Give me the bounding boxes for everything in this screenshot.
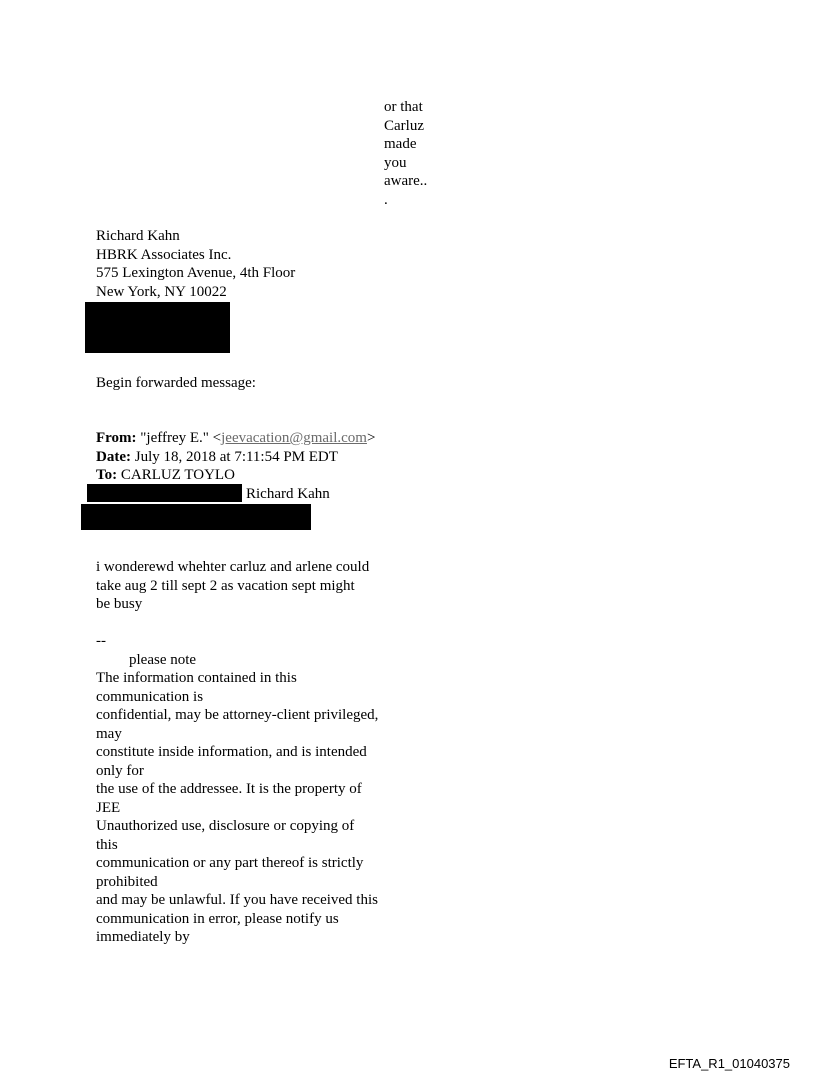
- redaction-box: [81, 504, 311, 530]
- redaction-box: [85, 302, 230, 353]
- body-line: be busy: [96, 596, 143, 612]
- message-headers: [96, 429, 375, 485]
- quoted-line: made: [384, 136, 417, 152]
- to-value: CARLUZ TOYLO: [120, 467, 235, 483]
- disclaimer-line: JEE: [96, 799, 121, 816]
- quoted-line: you: [384, 154, 407, 171]
- body-line: i wonderewd whehter carluz and arlene could: [96, 559, 370, 575]
- disclaimer-line: the use of the addressee. It is the property of: [96, 781, 362, 797]
- signature-name: Richard Kahn: [96, 228, 180, 244]
- message-body: [96, 558, 369, 614]
- disclaimer-note: please note: [129, 651, 197, 668]
- disclaimer-line: may: [96, 725, 122, 742]
- signature-company: HBRK Associates Inc.: [96, 246, 232, 263]
- forward-header: Begin forwarded message:: [96, 375, 256, 391]
- disclaimer-line: The information contained in this: [96, 670, 297, 686]
- disclaimer-line: constitute inside information, and is intended: [96, 744, 367, 760]
- cc-visible-name: Richard Kahn: [246, 486, 330, 502]
- date-line: [96, 448, 375, 467]
- quoted-line: or that: [384, 99, 423, 115]
- disclaimer-line: Unauthorized use, disclosure or copying of: [96, 818, 355, 834]
- date-value: July 18, 2018 at 7:11:54 PM EDT: [134, 448, 338, 465]
- disclaimer-line: communication is: [96, 688, 204, 705]
- from-label: From:: [96, 430, 137, 446]
- signature-address-line2: New York, NY 10022: [96, 283, 227, 300]
- from-name: "jeffrey E.": [140, 430, 209, 446]
- disclaimer-line: this: [96, 836, 118, 853]
- disclaimer-line: communication in error, please notify us: [96, 910, 339, 927]
- disclaimer-line: immediately by: [96, 929, 190, 945]
- to-line: [96, 466, 375, 485]
- disclaimer: [96, 632, 378, 947]
- quoted-line: Carluz: [384, 117, 424, 134]
- signature-address-line1: 575 Lexington Avenue, 4th Floor: [96, 265, 296, 281]
- disclaimer-line: and may be unlawful. If you have received this: [96, 892, 378, 908]
- quoted-line: .: [384, 191, 388, 208]
- quoted-line: aware..: [384, 173, 428, 189]
- date-label: Date:: [96, 448, 131, 465]
- quoted-fragment: [384, 98, 427, 209]
- signature-block: [96, 227, 295, 301]
- from-email-link[interactable]: jeevacation@gmail.com: [221, 430, 367, 446]
- disclaimer-line: confidential, may be attorney-client privileged,: [96, 707, 379, 723]
- body-line: take aug 2 till sept 2 as vacation sept might: [96, 577, 355, 594]
- disclaimer-line: prohibited: [96, 873, 158, 890]
- disclaimer-separator: --: [96, 633, 106, 649]
- document-id: EFTA_R1_01040375: [668, 1056, 790, 1071]
- to-label: To:: [96, 467, 118, 483]
- disclaimer-line: communication or any part thereof is strictly: [96, 855, 364, 871]
- redaction-box: [87, 484, 242, 502]
- from-line: From: "jeffrey E." <jeevacation@gmail.com>: [96, 430, 376, 446]
- disclaimer-line: only for: [96, 762, 144, 779]
